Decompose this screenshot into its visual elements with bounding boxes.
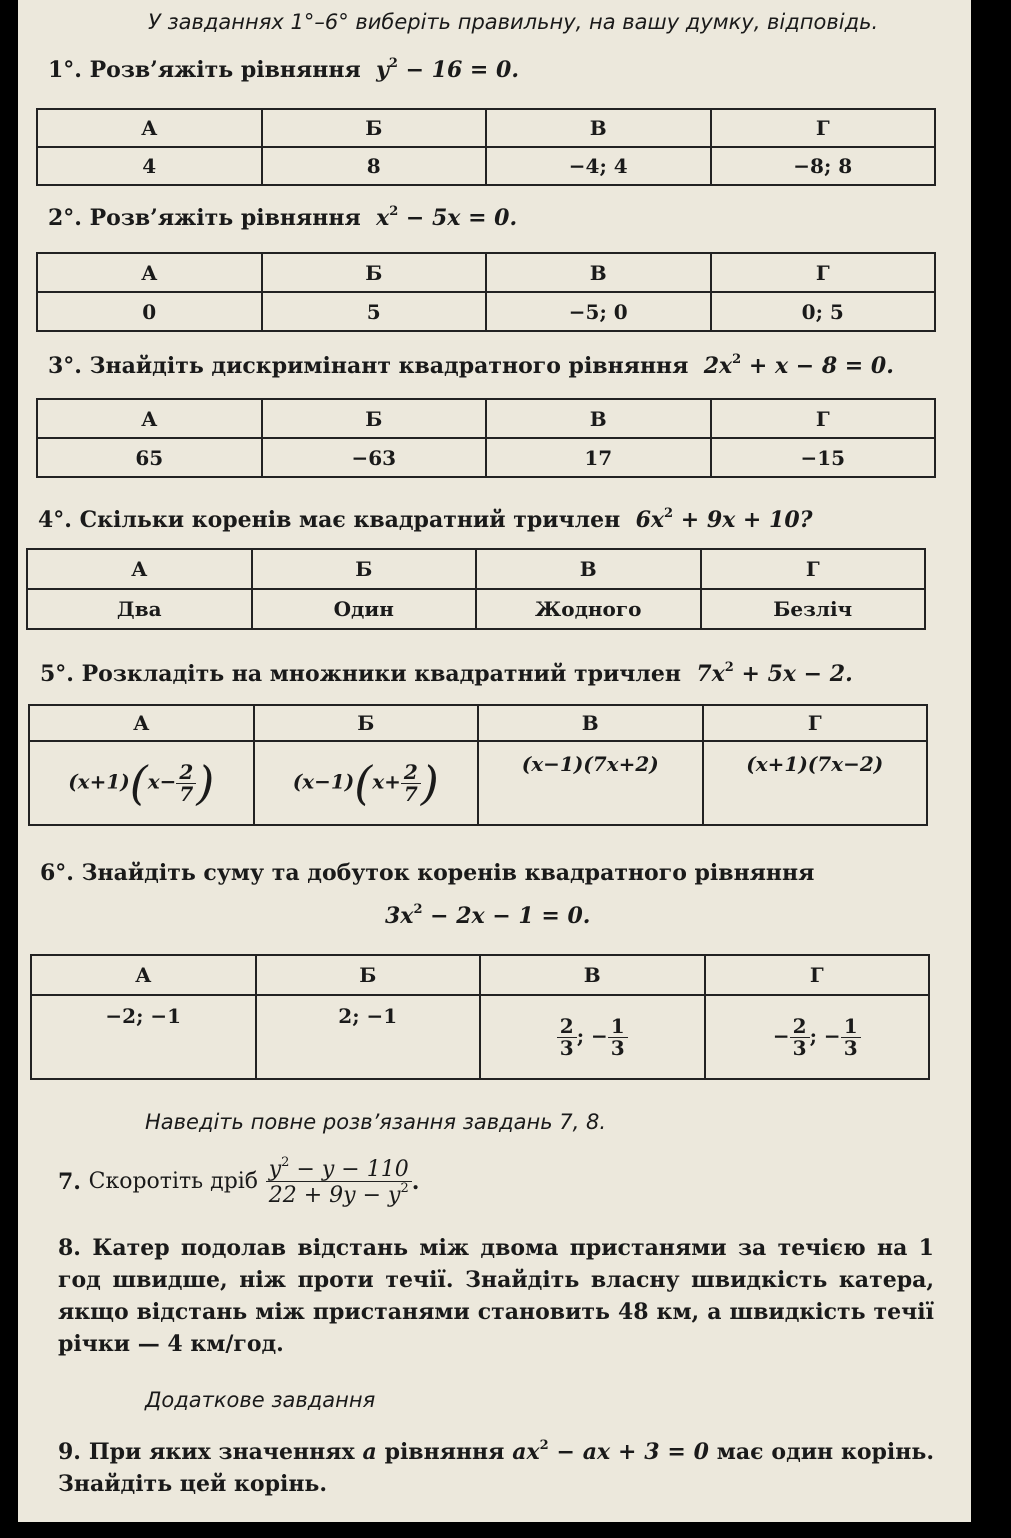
equation: $3x^2 - 2x - 1 = 0$. bbox=[385, 902, 591, 929]
answer-table-4 bbox=[26, 548, 926, 630]
question-8 bbox=[58, 1232, 934, 1360]
question-5 bbox=[40, 660, 853, 687]
option-b-label: Б bbox=[256, 955, 481, 995]
option-c-label: В bbox=[486, 253, 711, 292]
question-number: 8. bbox=[58, 1235, 81, 1261]
question-number: 7. bbox=[58, 1168, 81, 1195]
answer-d: (x+1)(7x−2) bbox=[703, 741, 928, 825]
option-b-label: Б bbox=[252, 549, 477, 589]
extra-task-title: Додаткове завдання bbox=[145, 1388, 376, 1412]
answer-a: (x+1)(x− $\frac{2}{7}$ ) bbox=[29, 741, 254, 825]
equation: $7x^2 + 5x - 2$. bbox=[688, 660, 853, 687]
question-1 bbox=[48, 56, 519, 83]
table-row bbox=[27, 549, 925, 589]
question-2 bbox=[48, 204, 517, 231]
table-row bbox=[31, 995, 929, 1079]
equation: $x^2 - 5x = 0$. bbox=[368, 204, 518, 231]
answer-c: −5; 0 bbox=[486, 292, 711, 331]
instructions: У завданнях 1°–6° виберіть правильну, на вашу думку, відповідь. bbox=[148, 10, 879, 34]
question-3 bbox=[48, 352, 894, 379]
option-d-label: Г bbox=[703, 705, 928, 741]
answer-table-6 bbox=[30, 954, 930, 1080]
question-4 bbox=[38, 506, 813, 533]
table-row bbox=[37, 399, 935, 438]
answer-a: Два bbox=[27, 589, 252, 629]
question-number: 5°. bbox=[40, 661, 74, 687]
answer-a: 65 bbox=[37, 438, 262, 477]
answer-b: −63 bbox=[262, 438, 487, 477]
answer-b: 5 bbox=[262, 292, 487, 331]
table-row bbox=[31, 955, 929, 995]
option-c-label: В bbox=[480, 955, 705, 995]
table-row bbox=[37, 147, 935, 185]
question-text: Скоротіть дріб bbox=[88, 1169, 259, 1195]
option-c-label: В bbox=[476, 549, 701, 589]
question-text: Знайдіть дискримінант квадратного рівняння bbox=[89, 353, 689, 379]
option-c-label: В bbox=[486, 399, 711, 438]
answer-table-3 bbox=[36, 398, 936, 478]
question-number: 2°. bbox=[48, 205, 82, 231]
answer-d: 0; 5 bbox=[711, 292, 936, 331]
option-a-label: А bbox=[37, 109, 262, 147]
answer-table-2 bbox=[36, 252, 936, 332]
question-number: 1°. bbox=[48, 57, 82, 83]
answer-a: 0 bbox=[37, 292, 262, 331]
table-row bbox=[29, 705, 927, 741]
question-text: Розв’яжіть рівняння bbox=[89, 205, 361, 231]
answer-c: (x−1)(7x+2) bbox=[478, 741, 703, 825]
answer-c: −4; 4 bbox=[486, 147, 711, 185]
option-d-label: Г bbox=[711, 399, 936, 438]
option-d-label: Г bbox=[711, 109, 936, 147]
answer-b: Один bbox=[252, 589, 477, 629]
option-d-label: Г bbox=[711, 253, 936, 292]
answer-c: 17 bbox=[486, 438, 711, 477]
option-c-label: В bbox=[486, 109, 711, 147]
answer-b: 2; −1 bbox=[256, 995, 481, 1079]
answer-a: 4 bbox=[37, 147, 262, 185]
option-a-label: А bbox=[37, 253, 262, 292]
table-row bbox=[37, 109, 935, 147]
table-row bbox=[27, 589, 925, 629]
option-a-label: А bbox=[29, 705, 254, 741]
question-text: має один корінь. Знайдіть цей корінь. bbox=[58, 1439, 934, 1497]
table-row bbox=[37, 253, 935, 292]
answer-b: 8 bbox=[262, 147, 487, 185]
answer-table-5 bbox=[28, 704, 928, 826]
question-7: 7. Скоротіть дріб $\frac{y^2 - y - 110}{22 + 9y - y^2}$ . bbox=[58, 1155, 420, 1209]
option-c-label: В bbox=[478, 705, 703, 741]
option-b-label: Б bbox=[262, 399, 487, 438]
option-a-label: А bbox=[37, 399, 262, 438]
fraction: $\frac{y^2 - y - 110}{22 + 9y - y^2}$ bbox=[266, 1156, 412, 1207]
question-6 bbox=[40, 860, 814, 886]
answer-d: −8; 8 bbox=[711, 147, 936, 185]
answer-d: − $\frac{2}{3}$ ; − $\frac{1}{3}$ bbox=[705, 995, 930, 1079]
answer-d: −15 bbox=[711, 438, 936, 477]
answer-table-1 bbox=[36, 108, 936, 186]
option-a-label: А bbox=[31, 955, 256, 995]
question-number: 3°. bbox=[48, 353, 82, 379]
answer-b: (x−1)(x+ $\frac{2}{7}$ ) bbox=[254, 741, 479, 825]
question-text: рівняння bbox=[384, 1439, 505, 1465]
answer-a: −2; −1 bbox=[31, 995, 256, 1079]
option-d-label: Г bbox=[705, 955, 930, 995]
option-b-label: Б bbox=[262, 253, 487, 292]
option-d-label: Г bbox=[701, 549, 926, 589]
table-row bbox=[37, 438, 935, 477]
equation: $ax^2$ − ax + 3 = 0 bbox=[512, 1438, 709, 1465]
question-number: 4°. bbox=[38, 507, 72, 533]
option-a-label: А bbox=[27, 549, 252, 589]
full-solution-note: Наведіть повне розв’язання завдань 7, 8. bbox=[145, 1110, 607, 1134]
question-number: 6°. bbox=[40, 860, 74, 886]
option-b-label: Б bbox=[254, 705, 479, 741]
equation: $y^2 - 16 = 0$. bbox=[368, 56, 519, 83]
answer-c: $\frac{2}{3}$ ; − $\frac{1}{3}$ bbox=[480, 995, 705, 1079]
table-row bbox=[29, 741, 927, 825]
variable: a bbox=[362, 1439, 377, 1465]
question-number: 9. bbox=[58, 1439, 81, 1465]
equation: $6x^2 + 9x + 10$? bbox=[627, 506, 813, 533]
question-text: Катер подолав відстань між двома пристанями за течією на 1 год швидше, ніж проти течії. Знайдіть власну швидкість катера, якщо відстань між пристанями становить 48 км, а швидкість течії річки — 4 км/год. bbox=[58, 1235, 934, 1357]
answer-c: Жодного bbox=[476, 589, 701, 629]
equation: $2x^2 + x - 8 = 0$. bbox=[696, 352, 894, 379]
option-b-label: Б bbox=[262, 109, 487, 147]
question-text: Розв’яжіть рівняння bbox=[89, 57, 361, 83]
question-text: Розкладіть на множники квадратний тричлен bbox=[81, 661, 682, 687]
question-9 bbox=[58, 1430, 934, 1500]
question-text: Знайдіть суму та добуток коренів квадратного рівняння bbox=[81, 860, 815, 886]
table-row bbox=[37, 292, 935, 331]
answer-d: Безліч bbox=[701, 589, 926, 629]
question-text: Скільки коренів має квадратний тричлен bbox=[79, 507, 621, 533]
question-text: При яких значеннях bbox=[88, 1439, 355, 1465]
